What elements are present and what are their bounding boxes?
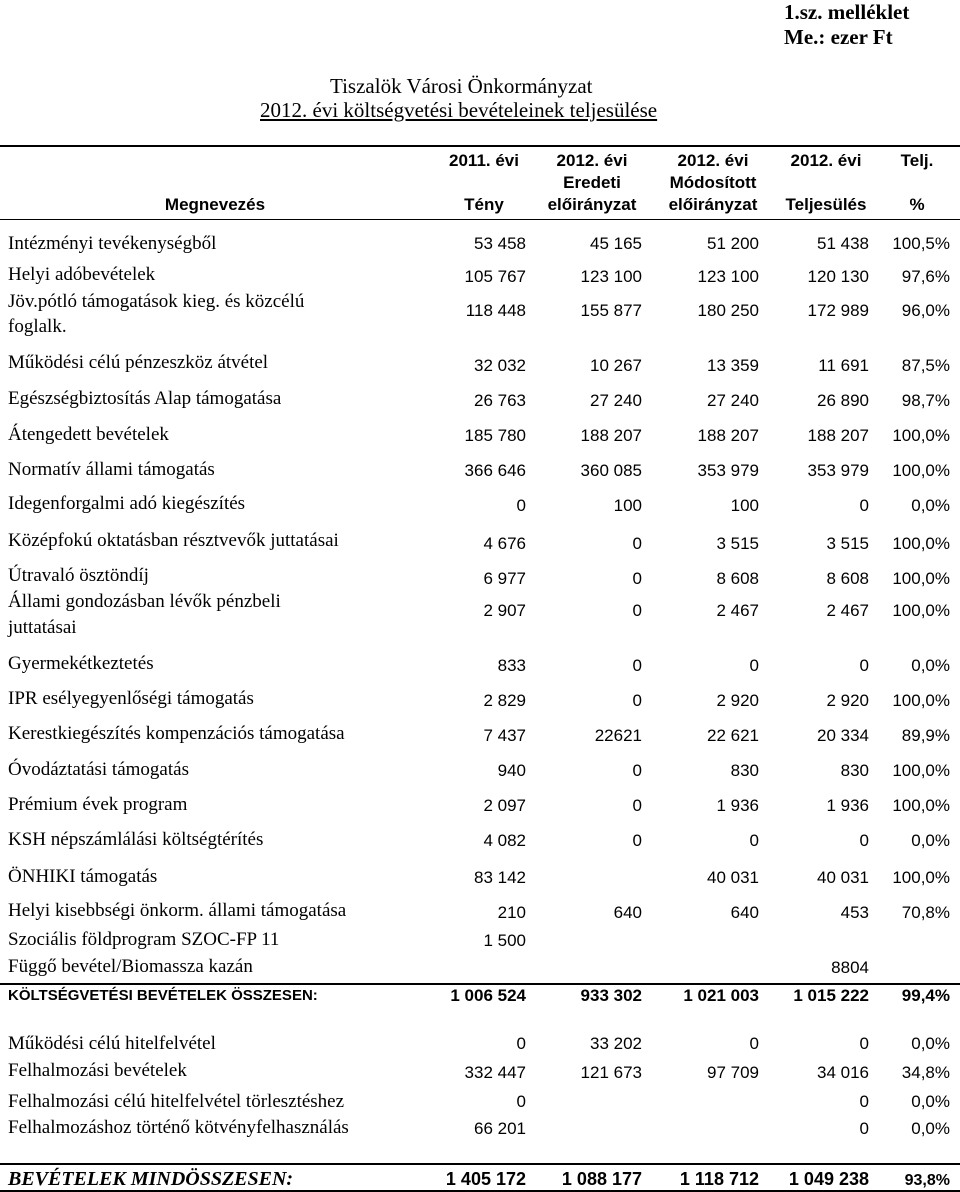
row-value: 0,0%	[911, 831, 950, 850]
row-value: 4 676	[483, 534, 526, 553]
row-label: Felhalmozáshoz történő kötvényfelhasználás	[8, 1117, 349, 1138]
row-label: Egészségbiztosítás Alap támogatása	[8, 388, 282, 409]
row-value: 51 438	[817, 234, 869, 253]
row-value: 100,0%	[892, 534, 950, 553]
row-value: 100,0%	[892, 691, 950, 710]
row-label: Működési célú pénzeszköz átvétel	[8, 352, 269, 373]
row-label: Gyermekétkeztetés	[8, 653, 154, 674]
row-value: 40 031	[817, 868, 869, 887]
row-value: 0,0%	[911, 1034, 950, 1053]
row-value: 0	[859, 496, 869, 515]
row-value: 27 240	[707, 391, 759, 410]
row-value: 640	[613, 903, 642, 922]
row-label: Óvodáztatási támogatás	[8, 759, 189, 780]
row-value: 1 936	[716, 796, 759, 815]
row-value: 0,0%	[911, 1119, 950, 1138]
header-col1-line: Tény	[464, 195, 504, 214]
row-value: 118 448	[465, 301, 526, 320]
title-subject: 2012. évi költségvetési bevételeinek teljesülése	[260, 98, 658, 122]
row-value: 360 085	[580, 461, 642, 480]
row-value: 6 977	[483, 569, 526, 588]
row-value: 121 673	[580, 1063, 642, 1082]
row-value: 34,8%	[901, 1063, 950, 1082]
grand-total-value: 1 049 238	[788, 1169, 869, 1189]
row-value: 20 334	[817, 726, 869, 745]
row-value: 87,5%	[901, 356, 950, 375]
row-label: Szociális földprogram SZOC-FP 11	[8, 929, 280, 950]
row-value: 120 130	[807, 267, 869, 286]
grand-total-value: 1 088 177	[561, 1169, 642, 1189]
row-value: 353 979	[697, 461, 759, 480]
total-budget-value: 933 302	[580, 986, 642, 1005]
header-top-rule	[0, 145, 960, 147]
row-label: foglalk.	[8, 316, 67, 337]
row-value: 13 359	[707, 356, 759, 375]
row-value: 188 207	[580, 426, 642, 445]
header-col5-line: %	[909, 195, 925, 214]
row-value: 0	[859, 1092, 869, 1111]
header-bottom-rule	[0, 219, 960, 220]
row-value: 172 989	[807, 301, 869, 320]
row-label: KSH népszámlálási költségtérítés	[8, 829, 264, 850]
row-value: 97,6%	[901, 267, 950, 286]
row-value: 830	[730, 761, 759, 780]
row-value: 3 515	[826, 534, 869, 553]
row-value: 0	[632, 831, 642, 850]
row-value: 0,0%	[911, 496, 950, 515]
row-value: 0	[749, 831, 759, 850]
header-col3-line: 2012. évi	[677, 151, 749, 170]
row-value: 22 621	[707, 726, 759, 745]
row-value: 97 709	[707, 1063, 759, 1082]
row-value: 100,0%	[892, 426, 950, 445]
row-value: 833	[497, 656, 526, 675]
row-label: Útravaló ösztöndíj	[8, 565, 149, 586]
row-value: 26 763	[474, 391, 526, 410]
row-value: 123 100	[580, 267, 642, 286]
row-value: 2 097	[483, 796, 526, 815]
row-value: 27 240	[590, 391, 642, 410]
row-value: 33 202	[590, 1034, 642, 1053]
header-col4-line: 2012. évi	[790, 151, 862, 170]
row-value: 0	[632, 601, 642, 620]
total-budget-value: 1 006 524	[450, 986, 526, 1005]
annex-note	[784, 0, 909, 50]
row-value: 0,0%	[911, 656, 950, 675]
row-value: 4 082	[483, 831, 526, 850]
grand-total-value: 93,8%	[904, 1172, 950, 1189]
row-value: 188 207	[807, 426, 869, 445]
total-budget-label: KÖLTSÉGVETÉSI BEVÉTELEK ÖSSZESEN:	[8, 987, 318, 1004]
row-value: 8804	[831, 958, 869, 977]
row-value: 0	[632, 691, 642, 710]
total-budget-value: 1 015 222	[793, 986, 869, 1005]
page-title	[0, 74, 960, 122]
row-label: Felhalmozási célú hitelfelvétel törlesztéshez	[8, 1091, 345, 1112]
grand-total-top-rule	[0, 1163, 960, 1165]
row-label: IPR esélyegyenlőségi támogatás	[8, 688, 254, 709]
grand-total-value: 1 118 712	[679, 1169, 759, 1189]
header-col2-line: 2012. évi	[556, 151, 628, 170]
row-label: Idegenforgalmi adó kiegészítés	[8, 493, 246, 514]
row-label: Középfokú oktatásban résztvevők juttatásai	[8, 530, 339, 551]
total-top-rule	[0, 983, 960, 985]
row-value: 22621	[594, 726, 642, 745]
grand-total-label: BEVÉTELEK MINDÖSSZESEN:	[8, 1168, 294, 1190]
row-value: 34 016	[817, 1063, 869, 1082]
row-value: 100,0%	[892, 461, 950, 480]
annex-number: 1.sz. melléklet	[784, 0, 910, 24]
row-value: 51 200	[707, 234, 759, 253]
header-col3-line: előirányzat	[668, 195, 758, 214]
row-value: 32 032	[474, 356, 526, 375]
row-value: 26 890	[817, 391, 869, 410]
row-label: Működési célú hitelfelvétel	[8, 1033, 216, 1054]
row-value: 0	[859, 1119, 869, 1138]
row-value: 0,0%	[911, 1092, 950, 1111]
row-value: 640	[730, 903, 759, 922]
row-label: Prémium évek program	[8, 794, 188, 815]
row-label: Kerestkiegészítés kompenzációs támogatása	[8, 723, 345, 744]
grand-total-value: 1 405 172	[445, 1169, 526, 1189]
row-value: 0	[632, 569, 642, 588]
row-value: 180 250	[697, 301, 759, 320]
row-value: 105 767	[464, 267, 526, 286]
row-value: 100	[730, 496, 759, 515]
row-value: 0	[516, 1092, 526, 1111]
row-value: 100,0%	[892, 601, 950, 620]
row-value: 2 467	[716, 601, 759, 620]
row-value: 3 515	[716, 534, 759, 553]
total-budget-value: 1 021 003	[683, 986, 759, 1005]
row-value: 0	[749, 1034, 759, 1053]
row-label: Helyi adóbevételek	[8, 264, 156, 285]
row-value: 0	[632, 796, 642, 815]
row-value: 100	[613, 496, 642, 515]
row-value: 123 100	[697, 267, 759, 286]
row-value: 0	[516, 1034, 526, 1053]
row-value: 188 207	[697, 426, 759, 445]
row-value: 830	[840, 761, 869, 780]
row-label: Felhalmozási bevételek	[8, 1060, 187, 1081]
row-value: 185 780	[464, 426, 526, 445]
row-value: 100,5%	[892, 234, 950, 253]
header-col2-line: előirányzat	[547, 195, 637, 214]
row-value: 0	[859, 1034, 869, 1053]
row-label: Intézményi tevékenységből	[8, 233, 217, 254]
row-value: 100,0%	[892, 761, 950, 780]
unit-note: Me.: ezer Ft	[784, 25, 893, 49]
row-value: 155 877	[580, 301, 642, 320]
row-value: 66 201	[474, 1119, 526, 1138]
row-value: 1 936	[826, 796, 869, 815]
row-value: 53 458	[474, 234, 526, 253]
header-col5-line: Telj.	[900, 151, 934, 170]
row-value: 89,9%	[901, 726, 950, 745]
row-value: 45 165	[590, 234, 642, 253]
title-organization: Tiszalök Városi Önkormányzat	[330, 74, 593, 98]
row-value: 332 447	[464, 1063, 526, 1082]
row-value: 366 646	[464, 461, 526, 480]
row-value: 2 920	[826, 691, 869, 710]
row-value: 0	[859, 831, 869, 850]
row-value: 1 500	[483, 931, 526, 950]
row-value: 2 920	[716, 691, 759, 710]
row-label: Jöv.pótló támogatások kieg. és közcélú	[8, 291, 305, 312]
row-label: ÖNHIKI támogatás	[8, 866, 158, 887]
row-label: juttatásai	[8, 617, 77, 638]
row-value: 0	[749, 656, 759, 675]
row-value: 98,7%	[901, 391, 950, 410]
row-value: 0	[632, 656, 642, 675]
header-col1-line: 2011. évi	[449, 151, 519, 170]
row-value: 8 608	[716, 569, 759, 588]
row-value: 83 142	[474, 868, 526, 887]
header-col2-line: Eredeti	[563, 173, 621, 192]
row-value: 940	[497, 761, 526, 780]
row-value: 40 031	[707, 868, 759, 887]
row-value: 0	[632, 534, 642, 553]
row-value: 2 829	[483, 691, 526, 710]
row-value: 353 979	[807, 461, 869, 480]
header-name: Megnevezés	[164, 195, 266, 214]
row-label: Függő bevétel/Biomassza kazán	[8, 956, 253, 977]
row-value: 210	[497, 903, 526, 922]
row-value: 0	[516, 496, 526, 515]
row-value: 453	[840, 903, 869, 922]
row-label: Állami gondozásban lévők pénzbeli	[8, 591, 281, 612]
row-value: 70,8%	[901, 903, 950, 922]
row-value: 0	[632, 761, 642, 780]
header-col3-line: Módosított	[669, 173, 757, 192]
row-label: Helyi kisebbségi önkorm. állami támogatása	[8, 900, 347, 921]
total-budget-value: 99,4%	[901, 986, 950, 1005]
row-label: Normatív állami támogatás	[8, 459, 215, 480]
row-value: 2 907	[483, 601, 526, 620]
row-value: 7 437	[483, 726, 526, 745]
row-value: 2 467	[826, 601, 869, 620]
row-value: 100,0%	[892, 868, 950, 887]
row-value: 8 608	[826, 569, 869, 588]
row-value: 100,0%	[892, 796, 950, 815]
row-label: Átengedett bevételek	[8, 424, 169, 445]
row-value: 10 267	[590, 356, 642, 375]
row-value: 11 691	[818, 356, 869, 375]
row-value: 0	[859, 656, 869, 675]
row-value: 100,0%	[892, 569, 950, 588]
header-col4-line: Teljesülés	[785, 195, 867, 214]
row-value: 96,0%	[901, 301, 950, 320]
